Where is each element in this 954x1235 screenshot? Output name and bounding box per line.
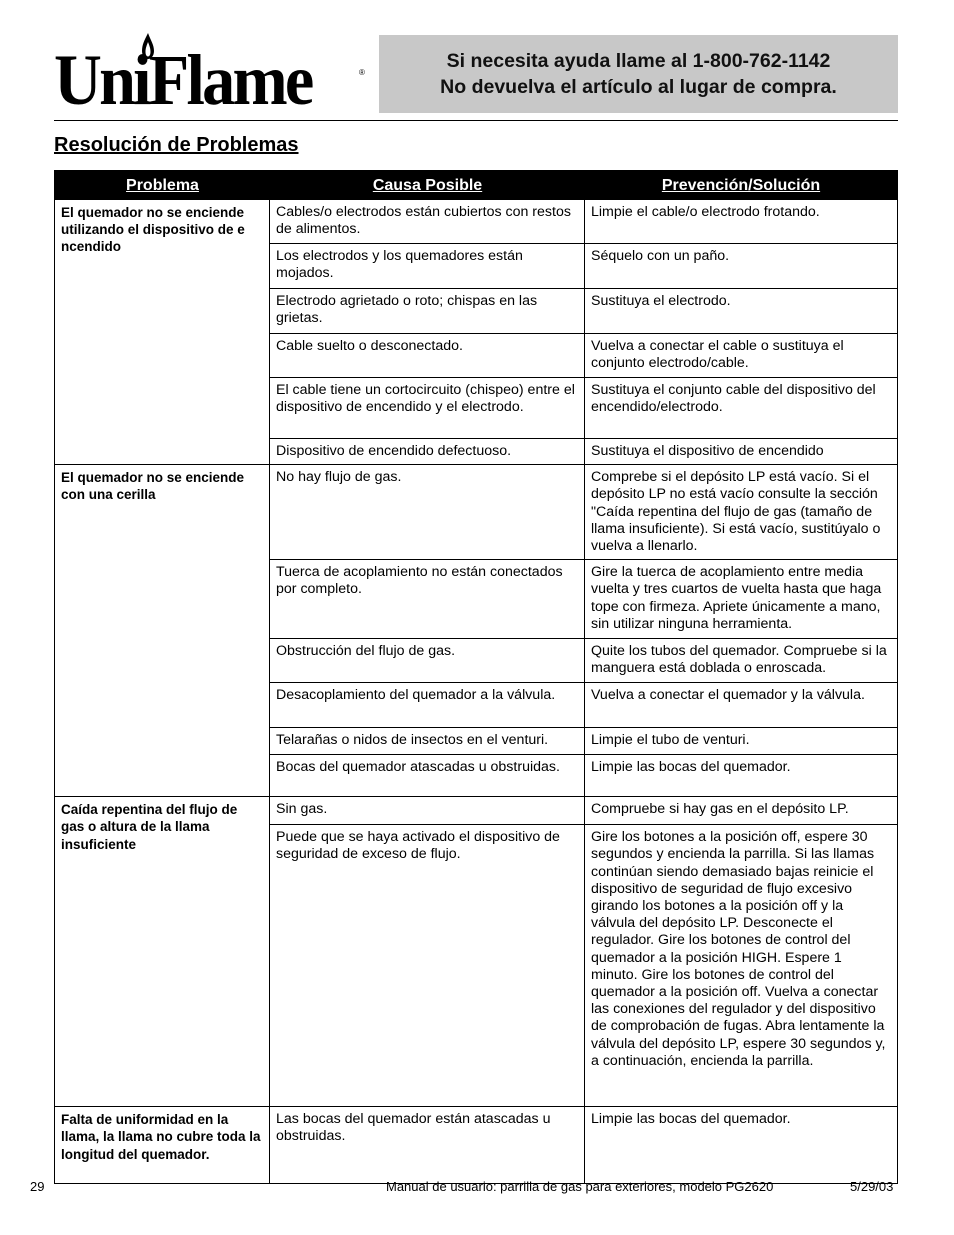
header-cause: Causa Posible [372, 176, 483, 194]
help-line-1: Si necesita ayuda llame al 1-800-762-1142 [446, 50, 831, 72]
cause-cell: Cables/o electrodos están cubiertos con restos de alimentos. [270, 200, 585, 243]
page-number: 29 [30, 1179, 45, 1194]
solution-cell: Vuelva a conectar el cable o sustituya el conjunto electrodo/cable. [591, 338, 844, 372]
cause-solution-list [270, 1107, 897, 1183]
table-row [270, 824, 897, 1106]
table-row [270, 797, 897, 824]
table-row [270, 465, 897, 559]
cause-cell: Las bocas del quemador están atascadas u obstruidas. [270, 1107, 585, 1183]
table-row [270, 377, 897, 438]
table-row [270, 333, 897, 377]
section-title: Resolución de Problemas [54, 134, 299, 156]
problem-group [55, 1106, 897, 1183]
cause-cell: Electrodo agrietado o roto; chispas en las grietas. [270, 289, 585, 333]
cause-cell: Desacoplamiento del quemador a la válvula. [270, 683, 585, 727]
solution-cell: Gire la tuerca de acoplamiento entre media vuelta y tres cuartos de vuelta hasta que haga tope con firmeza. Apriete únicamente a mano, sin utilizar ninguna herramienta. [591, 564, 882, 632]
table-row [270, 288, 897, 333]
solution-cell: Limpie las bocas del quemador. [591, 759, 791, 776]
cause-cell: El cable tiene un cortocircuito (chispeo) entre el dispositivo de encendido y el electrodo. [270, 378, 585, 438]
table-row [270, 638, 897, 682]
cause-cell: Cable suelto o desconectado. [270, 334, 585, 377]
brand-logo [54, 30, 374, 120]
cause-cell: No hay flujo de gas. [270, 465, 585, 559]
cause-solution-list [270, 200, 897, 464]
problem-cell: El quemador no se enciende utilizando el dispositivo de e ncendido [55, 200, 270, 464]
footer-title: Manual de usuario: parrilla de gas para exteriores, modelo PG2620 [386, 1179, 774, 1194]
troubleshooting-table [54, 170, 898, 1184]
help-line-2: No devuelva el artículo al lugar de compra. [440, 76, 837, 98]
solution-cell: Limpie el tubo de venturi. [591, 732, 750, 749]
cause-cell: Bocas del quemador atascadas u obstruidas. [270, 755, 585, 796]
solution-cell: Sustituya el electrodo. [591, 293, 731, 309]
problem-group [55, 464, 897, 796]
table-row [270, 438, 897, 464]
help-banner [379, 35, 898, 113]
cause-cell: Dispositivo de encendido defectuoso. [270, 439, 585, 464]
table-row [270, 754, 897, 796]
cause-cell: Puede que se haya activado el dispositivo de seguridad de exceso de flujo. [270, 825, 585, 1106]
cause-cell: Los electrodos y los quemadores están mojados. [270, 244, 585, 288]
solution-cell: Gire los botones a la posición off, espere 30 segundos y encienda la parrilla. Si las llamas continúan siendo demasiado bajas reinicie el dispositivo de seguridad de flujo excesivo girando los botones a la posición off y la válvula del depósito LP. Desconecte el regulador. Gire los botones de control del quemador a la posición HIGH. Espere 1 minuto. Gire los botones de control del quemador a la posición off. Vuelva a conectar las conexiones del regulador y del dispositivo de comprobación de fugas. Abra lentamente la válvula del depósito LP, espere 30 segundos y, a continuación, encienda la parrilla. [591, 829, 886, 1069]
problem-group [55, 796, 897, 1106]
solution-cell: Comprebe si el depósito LP está vacío. Si el depósito LP no está vacío consulte la sección "Caída repentina del flujo de gas (tamaño de llama insuficiente). Si está vacío, sustitúyalo o vuelva a llenarlo. [591, 469, 881, 555]
problem-group [55, 200, 897, 464]
table-header [55, 171, 897, 200]
table-row [270, 1107, 897, 1183]
table-row [270, 727, 897, 754]
brand-name: UniFlame [54, 40, 312, 120]
solution-cell: Sustituya el dispositivo de encendido [591, 443, 824, 459]
header-problem: Problema [126, 176, 199, 194]
header-divider [54, 120, 898, 121]
cause-solution-list [270, 797, 897, 1106]
solution-cell: Limpie el cable/o electrodo frotando. [591, 204, 820, 220]
table-body [55, 200, 897, 1183]
cause-cell: Tuerca de acoplamiento no están conectados por completo. [270, 560, 585, 638]
solution-cell: Vuelva a conectar el quemador y la válvula. [591, 687, 865, 704]
problem-cell: El quemador no se enciende con una cerilla [55, 465, 270, 796]
footer-date: 5/29/03 [850, 1179, 894, 1194]
cause-solution-list [270, 465, 897, 796]
table-row [270, 559, 897, 638]
solution-cell: Séquelo con un paño. [591, 248, 730, 264]
table-row [270, 243, 897, 288]
solution-cell: Compruebe si hay gas en el depósito LP. [591, 801, 849, 818]
cause-cell: Telarañas o nidos de insectos en el venturi. [270, 728, 585, 754]
problem-cell: Falta de uniformidad en la llama, la llama no cubre toda la longitud del quemador. [55, 1107, 270, 1183]
problem-cell: Caída repentina del flujo de gas o altura de la llama insuficiente [55, 797, 270, 1106]
solution-cell: Sustituya el conjunto cable del dispositivo del encendido/electrodo. [591, 382, 876, 416]
cause-cell: Obstrucción del flujo de gas. [270, 639, 585, 682]
solution-cell: Limpie las bocas del quemador. [591, 1111, 791, 1128]
solution-cell: Quite los tubos del quemador. Compruebe si la manguera está doblada o enroscada. [591, 643, 887, 677]
table-row [270, 200, 897, 243]
cause-cell: Sin gas. [270, 797, 585, 824]
header-solution: Prevención/Solución [661, 176, 821, 194]
table-row [270, 682, 897, 727]
registered-mark: ® [359, 68, 365, 77]
